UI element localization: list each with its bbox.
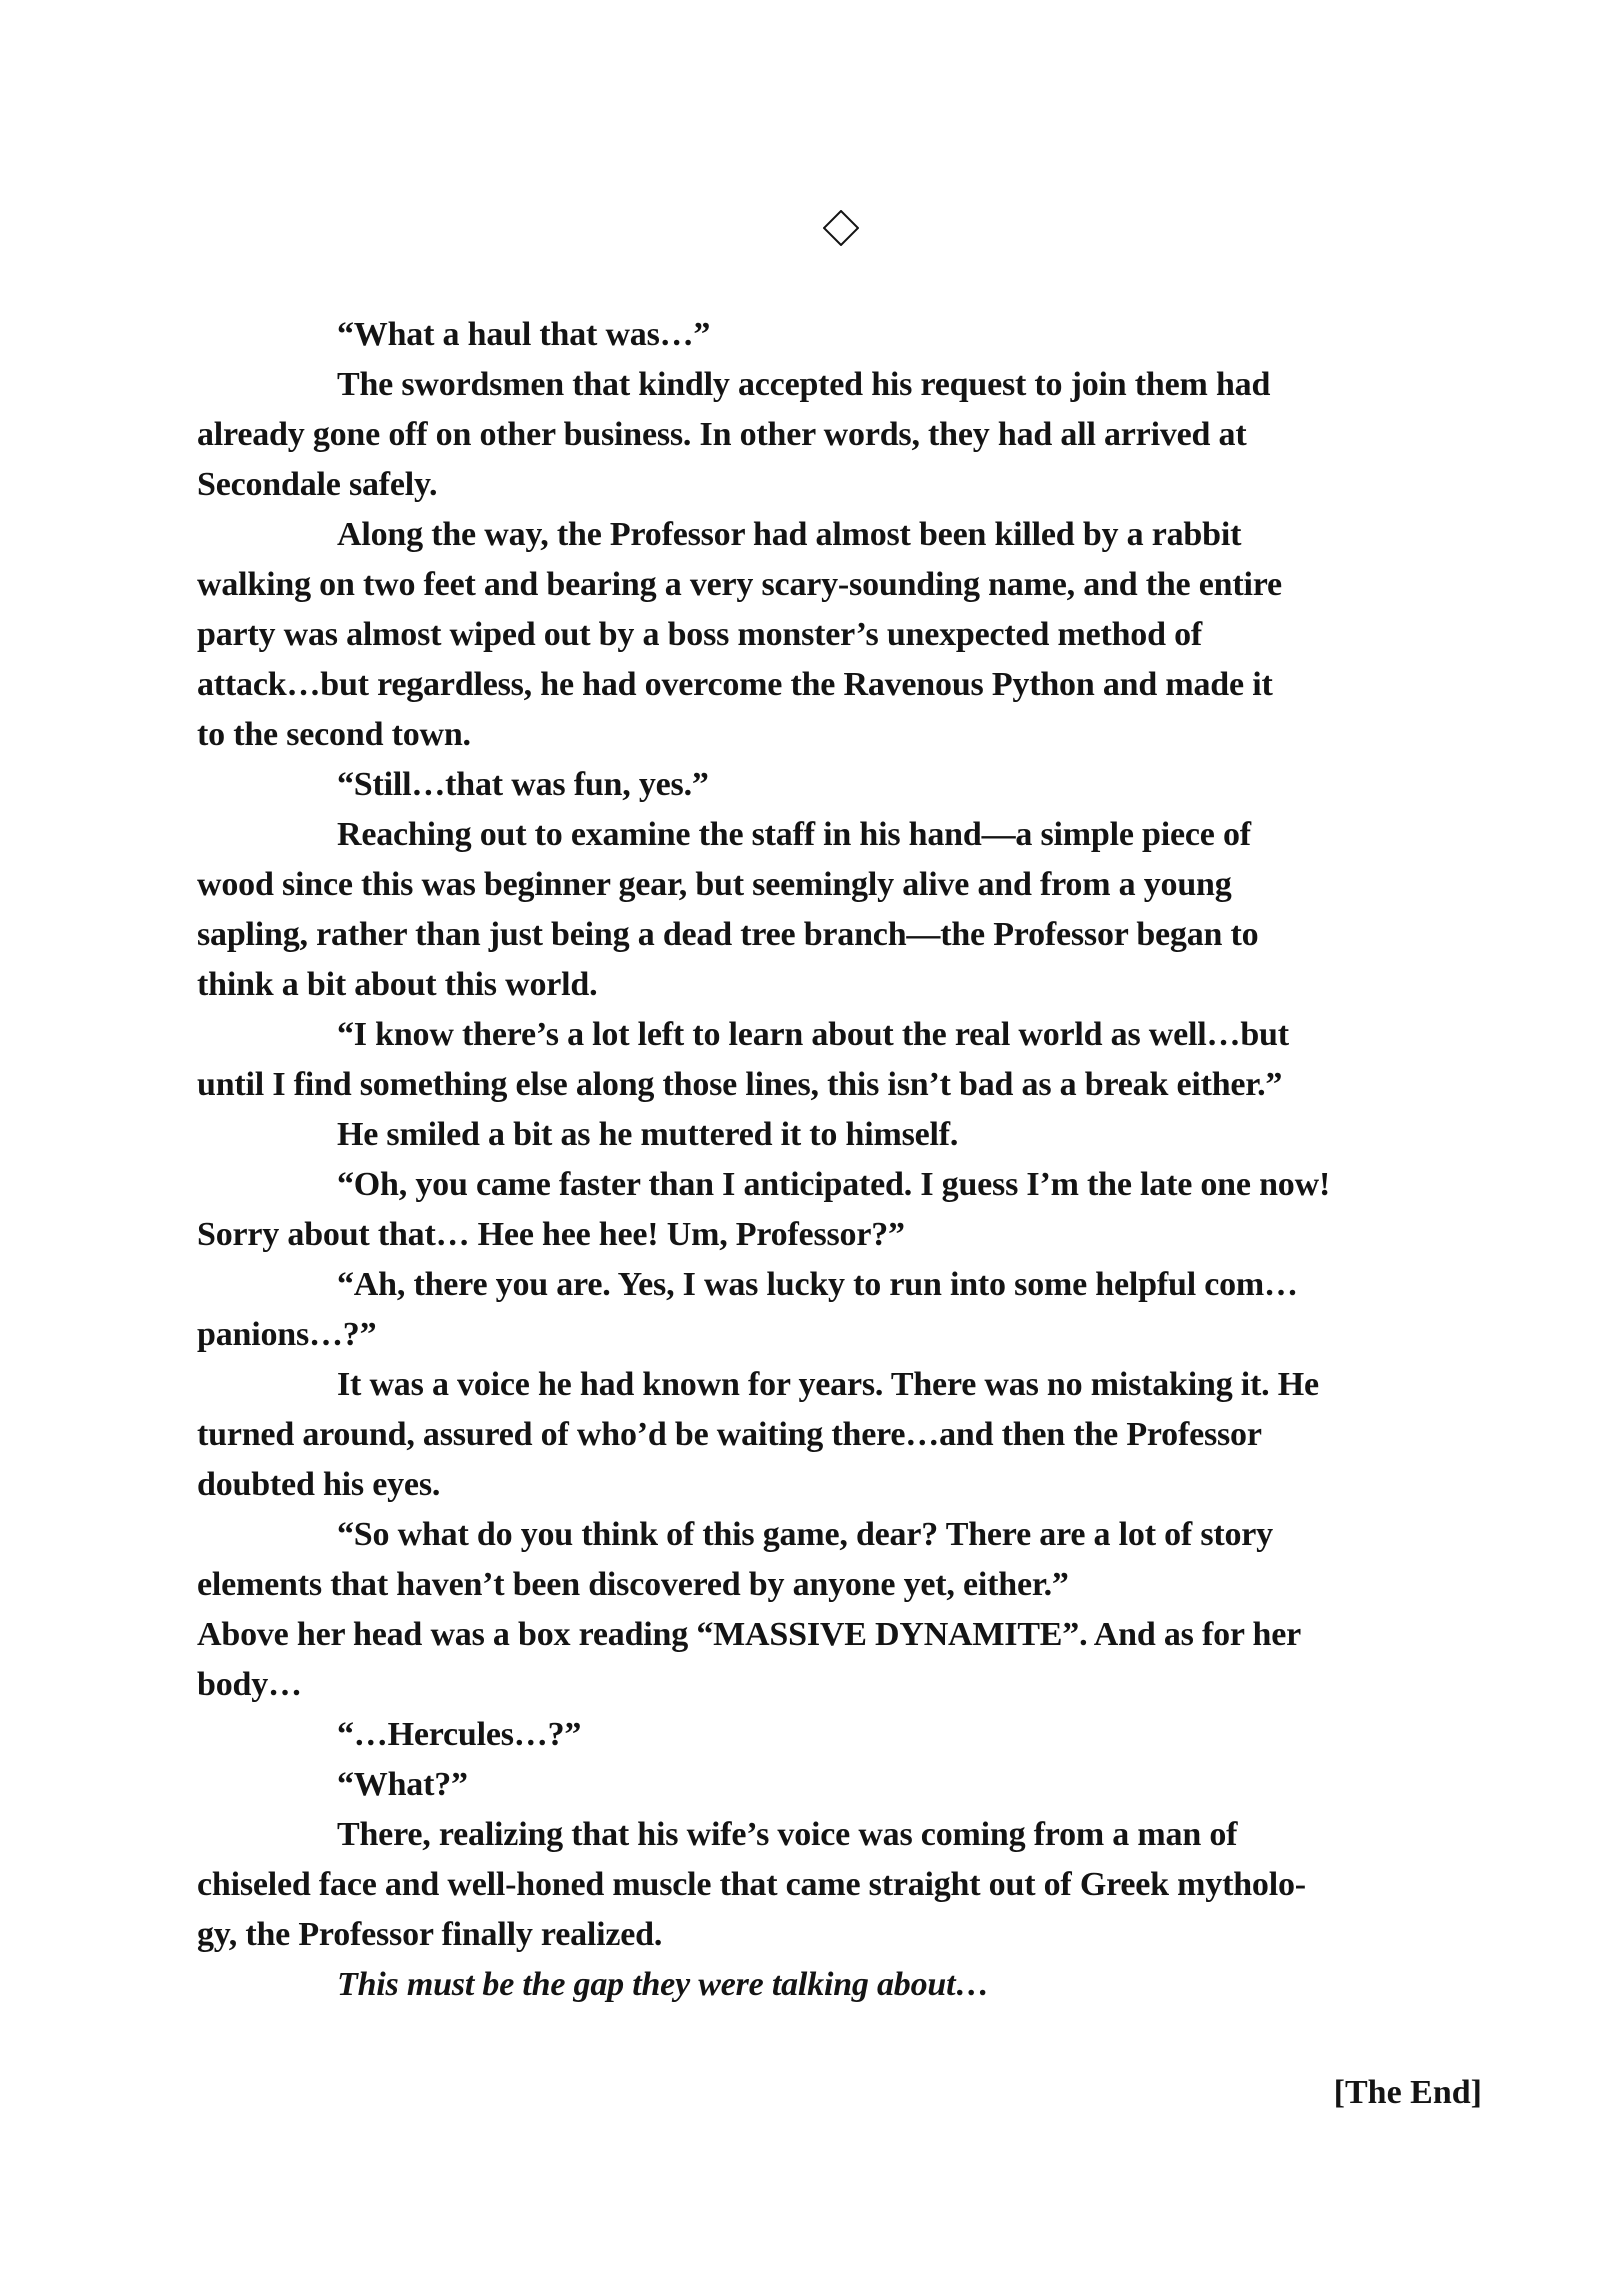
text-line: “What?” (337, 1766, 468, 1803)
diamond-outline-icon (823, 210, 859, 246)
text-line: He smiled a bit as he muttered it to himself. (337, 1116, 959, 1153)
text-line: “Oh, you came faster than I anticipated. I guess I’m the late one now! (337, 1166, 1331, 1203)
text-line: Along the way, the Professor had almost been killed by a rabbit (337, 516, 1242, 553)
text-line: walking on two feet and bearing a very scary-sounding name, and the entire (197, 566, 1282, 603)
text-line: turned around, assured of who’d be waiting there…and then the Professor (197, 1416, 1262, 1453)
text-line: There, realizing that his wife’s voice was coming from a man of (337, 1816, 1238, 1853)
text-line: Reaching out to examine the staff in his hand—a simple piece of (337, 816, 1251, 853)
text-line: panions…?” (197, 1316, 377, 1353)
text-line: It was a voice he had known for years. There was no mistaking it. He (337, 1366, 1319, 1403)
text-line: sapling, rather than just being a dead tree branch—the Professor began to (197, 916, 1259, 953)
text-line: “Ah, there you are. Yes, I was lucky to run into some helpful com… (337, 1266, 1298, 1303)
italic-thought-line: This must be the gap they were talking about… (337, 1966, 990, 2003)
text-line: to the second town. (197, 716, 471, 753)
text-line: The swordsmen that kindly accepted his request to join them had (337, 366, 1271, 403)
text-line: party was almost wiped out by a boss monster’s unexpected method of (197, 616, 1203, 653)
text-line: elements that haven’t been discovered by anyone yet, either.” (197, 1566, 1069, 1603)
text-line: Above her head was a box reading “MASSIVE DYNAMITE”. And as for her (197, 1616, 1302, 1653)
text-line: Secondale safely. (197, 466, 438, 503)
text-line: gy, the Professor finally realized. (197, 1916, 663, 1953)
section-separator (823, 210, 859, 246)
text-line: chiseled face and well-honed muscle that came straight out of Greek mytholo- (197, 1866, 1306, 1903)
text-line: “Still…that was fun, yes.” (337, 766, 709, 803)
text-line: until I find something else along those lines, this isn’t bad as a break either.” (197, 1066, 1283, 1103)
text-line: “I know there’s a lot left to learn about the real world as well…but (337, 1016, 1289, 1053)
text-line: already gone off on other business. In other words, they had all arrived at (197, 416, 1247, 453)
text-line: body… (197, 1666, 302, 1703)
text-line: attack…but regardless, he had overcome the Ravenous Python and made it (197, 666, 1273, 703)
text-line: “So what do you think of this game, dear? There are a lot of story (337, 1516, 1273, 1553)
text-line: “…Hercules…?” (337, 1716, 582, 1753)
text-line: doubted his eyes. (197, 1466, 441, 1503)
the-end-label: [The End] (1333, 2074, 1482, 2111)
text-line: “What a haul that was…” (337, 316, 711, 353)
text-line: think a bit about this world. (197, 966, 598, 1003)
text-line: Sorry about that… Hee hee hee! Um, Professor?” (197, 1216, 905, 1253)
text-line: wood since this was beginner gear, but seemingly alive and from a young (197, 866, 1232, 903)
